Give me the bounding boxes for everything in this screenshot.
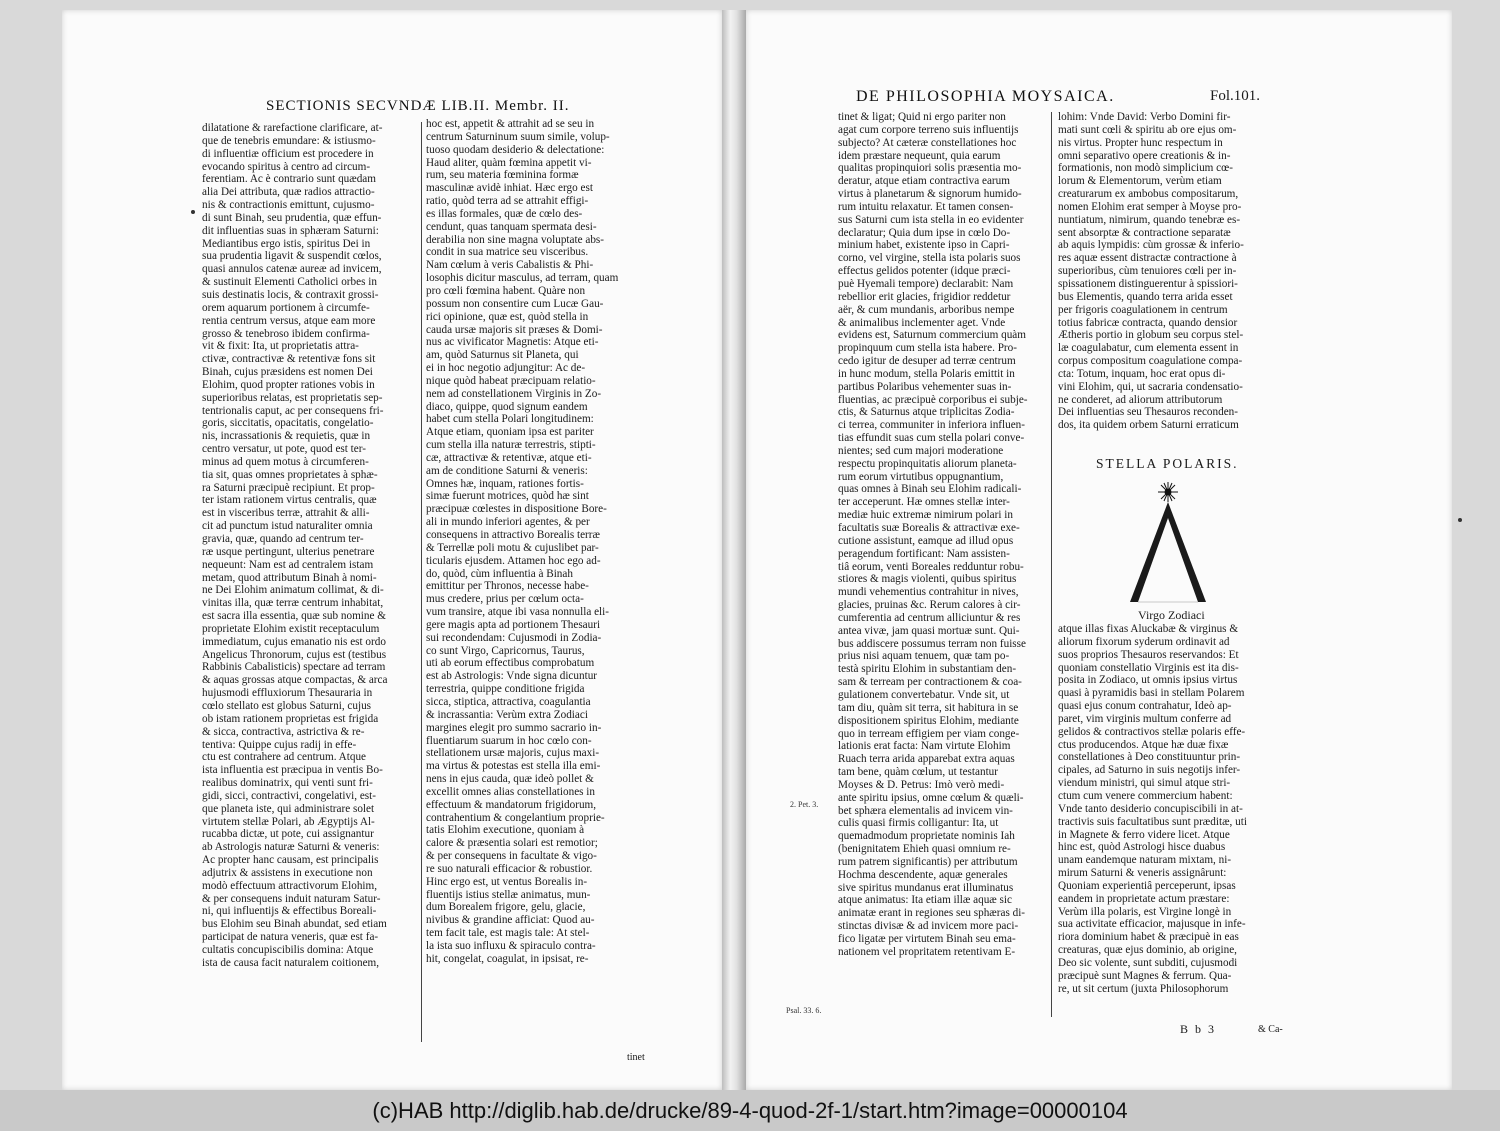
right-running-head: DE PHILOSOPHIA MOYSAICA. bbox=[856, 88, 1115, 105]
text-line: est sacra illa essentia, quæ sub nomine & bbox=[202, 610, 386, 623]
text-line: emittitur per Thronos, necesse habe- bbox=[426, 580, 589, 593]
text-line: ne conderet, ad aliorum attributorum bbox=[1058, 393, 1223, 406]
text-line: calore & præsentia solari est remotior; bbox=[426, 837, 598, 850]
left-page bbox=[62, 10, 722, 1090]
text-line: læ coagulabatur, cum elementa essent in bbox=[1058, 342, 1239, 355]
text-line: ctus producendos. Atque hæ duæ fixæ bbox=[1058, 738, 1229, 751]
text-line: tem facit tale, est magis tale: At stel- bbox=[426, 927, 590, 940]
text-line: ci terrea, communiter in inferiora influen- bbox=[838, 419, 1025, 432]
text-line: ni, qui influentijs & effectibus Boreali- bbox=[202, 905, 377, 918]
text-line: fluentiarum suarum in hoc cœlo con- bbox=[426, 734, 592, 747]
text-line: cendunt, quas tanquam spermata desi- bbox=[426, 220, 597, 233]
text-line: evidens est, Saturnum commercium quàm bbox=[838, 329, 1026, 342]
text-line: effectuum & mandatorum frigidorum, bbox=[426, 798, 597, 811]
text-line: sua prudentia ligavit & suspendit cœlos, bbox=[202, 250, 382, 263]
text-line: lationis erat facta: Nam virtute Elohim bbox=[838, 740, 1011, 753]
text-line: dit influentias suas in sphæram Saturni: bbox=[202, 224, 379, 237]
text-line: in hunc modum, stella Polaris emittit in bbox=[838, 367, 1015, 380]
text-line: immediatum, cujus emanatio nis est ordo bbox=[202, 635, 386, 648]
figure-caption: Virgo Zodiaci bbox=[1138, 608, 1205, 622]
text-line: paret, vim virginis multum conferre ad bbox=[1058, 712, 1232, 725]
right-column-2 bbox=[1058, 111, 1290, 456]
text-line: gidi, sicci, contractivi, congelativi, est- bbox=[202, 789, 376, 802]
text-line: dum Borealem frigore, gelu, glacie, bbox=[426, 901, 586, 914]
text-line: metam, quod attributum Binah à nomi- bbox=[202, 571, 377, 584]
text-line: stellationem ursæ majoris, cujus maxi- bbox=[426, 747, 600, 760]
text-line: Verùm illa polaris, est Virgine longè in bbox=[1058, 905, 1232, 918]
text-line: tentiva: Quippe cujus radij in effe- bbox=[202, 738, 357, 751]
text-line: quasi annulos catenæ aureæ ad invicem, bbox=[202, 263, 382, 276]
text-line: aër, & cum mundanis, arboribus nempe bbox=[838, 303, 1015, 316]
text-line: bus addiscere possumus terram non fuisse bbox=[838, 637, 1026, 650]
text-line: & Terrellæ poli motu & cujuslibet par- bbox=[426, 541, 599, 554]
text-line: ei in hoc negotio adjungitur: Ac de- bbox=[426, 362, 586, 375]
text-line: tatis Elohim executione, quoniam à bbox=[426, 824, 585, 837]
text-line: & sustinuit Elementi Catholici orbes in bbox=[202, 276, 377, 289]
text-line: Hochma descendente, aquæ generales bbox=[838, 868, 1008, 881]
text-line: rici opinione, quæ est, quòd stella in bbox=[426, 310, 589, 323]
text-line: mundi vehementius contrahitur in nives, bbox=[838, 586, 1019, 599]
text-line: corpus compositum coagulatione compa- bbox=[1058, 355, 1243, 368]
text-line: & per consequens induit naturam Satur- bbox=[202, 892, 381, 905]
text-line: constellationes à Deo constituuntur prin- bbox=[1058, 751, 1241, 764]
text-line: condit in sua matrice seu visceribus. bbox=[426, 246, 589, 259]
text-line: ob istam rationem proprietas est frigida bbox=[202, 712, 379, 725]
text-line: viendum ministri, qui simul atque stri- bbox=[1058, 777, 1231, 790]
left-running-head: SECTIONIS SECVNDÆ LIB.II. Membr. II. bbox=[266, 98, 570, 114]
text-line: creaturas, quæ ejus dominio, ab origine, bbox=[1058, 944, 1237, 957]
text-line: agat cum corpore terreno suis influentijs bbox=[838, 123, 1019, 136]
text-line: nientes; sed cum majori moderatione bbox=[838, 444, 1004, 457]
text-line: Moyses & D. Petrus: Imò verò medi- bbox=[838, 778, 1005, 791]
text-line: nequeunt: Nam est ad centralem istam bbox=[202, 558, 374, 571]
left-column-2 bbox=[426, 118, 654, 1068]
text-line: in Magnete & ferro videre licet. Atque bbox=[1058, 828, 1230, 841]
text-line: riora dominium habet & præcipuè in eas bbox=[1058, 931, 1239, 944]
text-line: nis, incrassationis & requietis, quæ in bbox=[202, 430, 371, 443]
text-line: Mediantibus ergo istis, spiritus Dei in bbox=[202, 237, 371, 250]
text-line: suis destinatis locis, & contraxit grossi- bbox=[202, 288, 379, 301]
text-line: sui recondendam: Cujusmodi in Zodia- bbox=[426, 631, 602, 644]
text-line: losophis dicitur masculus, ad terram, quam bbox=[426, 272, 619, 285]
text-line: Ætheris portio in globum seu corpus stel- bbox=[1058, 329, 1244, 342]
text-line: co sunt Virgo, Capricornus, Taurus, bbox=[426, 644, 585, 657]
text-line: bet sphæra elementalis ad invicem vin- bbox=[838, 804, 1013, 817]
text-line: nivibus & grandine afficiat: Quod au- bbox=[426, 914, 595, 927]
text-line: tam diu, quàm sit terra, sit habitura in se bbox=[838, 701, 1019, 714]
text-line: mus credere, prius per cœlum octa- bbox=[426, 593, 584, 606]
text-line: & sicca, contractiva, astrictiva & re- bbox=[202, 725, 365, 738]
margin-note: 2. Pet. 3. bbox=[790, 800, 819, 809]
text-line: Deo sic volente, sunt subditi, cujusmodi bbox=[1058, 956, 1238, 969]
text-line: glacies, pruinas &c. Rerum calores à cir- bbox=[838, 599, 1021, 612]
text-line: superioribus relatas, est proprietatis sep- bbox=[202, 391, 383, 404]
text-line: di sunt Binah, seu prudentia, quæ effun- bbox=[202, 211, 382, 224]
text-line: mirum Saturni & veneris assignârunt: bbox=[1058, 867, 1227, 880]
book-gutter bbox=[722, 10, 746, 1090]
text-line: possum non consentire cum Lucæ Gau- bbox=[426, 297, 604, 310]
text-line: Ac propter hanc causam, est principalis bbox=[202, 854, 379, 867]
text-line: Atque etiam, quoniam ipsa est pariter bbox=[426, 426, 594, 439]
text-line: lorum & Elementorum, verùm etiam bbox=[1058, 175, 1222, 188]
text-line: dos, ita quidem orbem Saturni erraticum bbox=[1058, 419, 1239, 432]
text-line: atque animatus: Ita etiam illæ aquæ sic bbox=[838, 894, 1012, 907]
text-line: gulationem convertebatur. Vnde sit, ut bbox=[838, 688, 1010, 701]
text-line: nationem vel propritatem retentivam E- bbox=[838, 945, 1016, 958]
text-line: am de conditione Saturni & veneris: bbox=[426, 464, 588, 477]
text-line: unam eandemque naturam mixtam, ni- bbox=[1058, 854, 1232, 867]
text-line: nus ac vivificator Magnetis: Atque eti- bbox=[426, 336, 599, 349]
text-line: lohim: Vnde David: Verbo Domini fir- bbox=[1058, 111, 1231, 123]
text-line: ab aquis lympidis: cùm grossæ & inferio- bbox=[1058, 239, 1244, 252]
text-line: ratio, quòd terra ad se attrahit effigi- bbox=[426, 195, 589, 208]
text-line: rum patrem significantis) per attributum bbox=[838, 855, 1018, 868]
text-line: ra Saturni præcipuè recipiunt. Et prop- bbox=[202, 481, 375, 494]
text-line: propinquum cum stella ista habere. Pro- bbox=[838, 342, 1017, 355]
footer-copyright-bar: (c)HAB http://diglib.hab.de/drucke/89-4-quod-2f-1/start.htm?image=00000104 bbox=[0, 1090, 1500, 1131]
text-line: ticularis ejusdem. Attamen hoc ego ad- bbox=[426, 554, 601, 567]
text-line: sicca, stiptica, attractiva, coagulantia bbox=[426, 695, 591, 708]
text-line: ali in mundo inferiori agentes, & per bbox=[426, 516, 590, 529]
pyramid-icon bbox=[1130, 502, 1206, 602]
text-line: Nam cœlum à veris Cabalistis & Phi- bbox=[426, 259, 594, 272]
text-line: cutione assistunt, eamque ad illud opus bbox=[838, 534, 1014, 547]
text-line: corno, vel virgine, stella ista polaris suos bbox=[838, 252, 1021, 265]
left-column-1 bbox=[202, 122, 418, 1037]
star-icon bbox=[1158, 482, 1178, 502]
text-line: nem ad constellationem Virginis in Zo- bbox=[426, 387, 602, 400]
text-line: rum eorum virtutibus oppugnantium, bbox=[838, 470, 1004, 483]
text-line: idem præstare nequeunt, quia earum bbox=[838, 149, 1001, 162]
text-line: Omnes hæ, inquam, rationes fortis- bbox=[426, 477, 584, 490]
text-line: que planeta iste, qui administrare solet bbox=[202, 802, 375, 815]
text-line: ne Dei Elohim animatum collimat, & di- bbox=[202, 584, 384, 597]
text-line: re, ut sit certum (juxta Philosophorum bbox=[1058, 982, 1229, 995]
text-line: rum, seu materia fœminina formæ bbox=[426, 169, 579, 182]
text-line: masculinæ avidè inhiat. Hæc ergo est bbox=[426, 182, 593, 195]
text-line: tractivis suis facultatibus sunt præditæ, uti bbox=[1058, 815, 1247, 828]
text-line: nomen Elohim erat semper à Moyse pro- bbox=[1058, 200, 1242, 213]
text-line: & incrassantia: Verùm extra Zodiaci bbox=[426, 708, 588, 721]
text-line: tentrionalis caput, ac per consequens fri- bbox=[202, 404, 384, 417]
text-line: la ista suo influxu & spiraculo contra- bbox=[426, 940, 596, 952]
text-line: orem aquarum portionem à circumfe- bbox=[202, 301, 370, 314]
text-line: ræ usque pertingunt, ulterius penetrare bbox=[202, 545, 375, 558]
text-line: sua activitate efficacior, majusque in infe- bbox=[1058, 918, 1246, 931]
text-line: tia sit, quas omnes proprietates à sphæ- bbox=[202, 468, 378, 481]
column-rule bbox=[1051, 112, 1052, 1017]
text-line: nens in ejus cauda, quæ ideò pollet & bbox=[426, 773, 594, 786]
text-line: res aquæ essent distractæ contractione à bbox=[1058, 252, 1237, 265]
text-line: rucabba dictæ, ut pote, cui assignantur bbox=[202, 828, 374, 841]
text-line: ctum cum venere commercium habent: bbox=[1058, 789, 1233, 802]
text-line: posita in Zodiaco, ut omnis ipsius virtus bbox=[1058, 674, 1238, 687]
text-line: am, quòd Saturnus sit Planeta, qui bbox=[426, 349, 579, 362]
text-line: bus Elohim seu Binah abundat, sed etiam bbox=[202, 918, 387, 931]
text-line: totius fabricæ contracta, quando densior bbox=[1058, 316, 1238, 329]
text-line: stiores & magis violenti, quibus spiritus bbox=[838, 573, 1017, 586]
text-line: virtutem stellæ Polari, ab Ægyptijs Al- bbox=[202, 815, 375, 828]
text-line: hoc est, appetit & attrahit ad se seu in bbox=[426, 118, 595, 130]
text-line: di influentiæ officium est procedere in bbox=[202, 147, 374, 160]
text-line: ista de causa facit naturalem coitionem, bbox=[202, 956, 380, 969]
text-line: tinet & ligat; Quid ni ergo pariter non bbox=[838, 111, 1006, 123]
text-line: sent absorptæ & contractione separatæ bbox=[1058, 226, 1231, 239]
text-line: cœlo stellato est globus Saturni, cujus bbox=[202, 699, 372, 712]
text-line: centro versatur, ut pote, quod est ter- bbox=[202, 443, 366, 456]
text-line: cumferentia ad centrum alliciuntur & res bbox=[838, 611, 1021, 624]
text-line: subjecto? At cæteræ constellationes hoc bbox=[838, 136, 1017, 149]
text-line: quas omnes à Binah seu Elohim radicali- bbox=[838, 483, 1022, 496]
text-line: sam & terream per contractionem & coa- bbox=[838, 676, 1022, 689]
text-line: partibus Polaribus vehementer suas in- bbox=[838, 380, 1012, 393]
text-line: realibus dominatrix, qui venti sunt fri- bbox=[202, 777, 373, 790]
text-line: culis quasi firmis colligantur: Ita, ut bbox=[838, 817, 999, 830]
text-line: Ruach terra arida apparebat extra aquas bbox=[838, 753, 1015, 766]
text-line: est in visceribus terræ, attrahit & alli- bbox=[202, 507, 370, 520]
text-line: Quoniam experientiâ perceperunt, ipsas bbox=[1058, 879, 1236, 892]
scan-speck bbox=[1458, 518, 1462, 522]
text-line: per frigoris coagulationem in centrum bbox=[1058, 303, 1228, 316]
text-line: præcipuæ cœlestes in dispositione Bore- bbox=[426, 503, 607, 516]
text-line: nis & contractionis emittunt, cujusmo- bbox=[202, 199, 375, 212]
text-line: fico ligatæ per virtutem Binah seu ema- bbox=[838, 933, 1016, 945]
text-line: vinitas illa, quæ terræ centrum inhabitat, bbox=[202, 597, 384, 610]
text-line: superioribus, cùm tenuiores cœli per in- bbox=[1058, 265, 1237, 278]
text-line: simæ fuerunt motrices, quòd hæ sint bbox=[426, 490, 589, 503]
text-line: que de tenebris emundare: & istiusmo- bbox=[202, 134, 376, 147]
text-line: Binah, cujus præsidens est nomen Dei bbox=[202, 366, 373, 379]
text-line: quoniam constellatio Virginis est ita dis- bbox=[1058, 661, 1239, 674]
text-line: quo in terream effigiem per viam conge- bbox=[838, 727, 1020, 740]
right-page bbox=[746, 10, 1452, 1090]
text-line: rum intuitu relaxatur. Et tamen consen- bbox=[838, 200, 1014, 213]
text-line: Angelicus Thronorum, cujus est (testibus bbox=[202, 648, 387, 661]
text-line: Rabbinis Cabalisticis) spectare ad terram bbox=[202, 661, 386, 674]
text-line: terrestria, quippe conditione frigida bbox=[426, 683, 585, 696]
text-line: ctis, & Saturnus atque triplicitas Zodia- bbox=[838, 406, 1015, 419]
text-line: rentia centrum versus, atque eam more bbox=[202, 314, 376, 327]
text-line: pro cœli fœmina habent. Quàre non bbox=[426, 284, 586, 297]
text-line: formationis, non modò simplicium cœ- bbox=[1058, 162, 1233, 175]
text-line: cultatis concupiscibilis domina: Atque bbox=[202, 944, 374, 956]
text-line: vini Elohim, qui, ut sacraria condensatio- bbox=[1058, 380, 1243, 393]
text-line: gravia, quæ, quando ad centrum ter- bbox=[202, 533, 364, 545]
text-line: sive spiritus mundanus erat illuminatus bbox=[838, 881, 1014, 894]
text-line: derabilia non sine magna voluptate abs- bbox=[426, 233, 605, 246]
text-line: rebellior erit glacies, frigidior reddetur bbox=[838, 290, 1011, 303]
text-line: & animalibus inclementer aget. Vnde bbox=[838, 316, 1006, 329]
text-line: bus Elementis, quando terra arida esset bbox=[1058, 290, 1233, 303]
text-line: aliorum fixorum syderum ordinavit ad bbox=[1058, 635, 1230, 648]
text-line: respectu propinquitatis aliorum planeta- bbox=[838, 457, 1017, 470]
text-line: prius nisi aquam tenuem, quæ tam po- bbox=[838, 650, 1010, 663]
text-line: cta: Totum, inquam, hoc erat opus di- bbox=[1058, 367, 1226, 380]
stella-polaris-figure bbox=[1118, 480, 1218, 610]
text-line: es illas formales, quæ de cœlo des- bbox=[426, 207, 583, 220]
text-line: ferentiam. Ac è contrario sunt quædam bbox=[202, 173, 376, 186]
text-line: cedo igitur de desuper ad terræ centrum bbox=[838, 355, 1016, 368]
text-line: goris, siccitatis, opacitatis, congelatio- bbox=[202, 417, 374, 430]
text-line: nis virtus. Propter hunc respectum in bbox=[1058, 136, 1223, 149]
text-line: vum transire, atque ibi vasa nonnulla eli- bbox=[426, 606, 609, 619]
text-line: eandem in proprietate actum præstare: bbox=[1058, 892, 1230, 905]
text-line: qualitas propinquiori solis præsentia mo- bbox=[838, 162, 1022, 175]
text-line: ab Astrologis naturæ Saturni & veneris: bbox=[202, 841, 380, 854]
text-line: proprietate Elohim existit receptaculum bbox=[202, 622, 380, 635]
text-line: cit ad punctum istud naturaliter omnia bbox=[202, 520, 373, 533]
text-line: ista influentia est præcipua in ventis Bo- bbox=[202, 764, 383, 777]
text-line: centrum Saturninum suum simile, volup- bbox=[426, 130, 610, 143]
text-line: virtus à planetarum & signorum humido- bbox=[838, 188, 1022, 201]
text-line: ctu est contrahere ad centrum. Atque bbox=[202, 751, 367, 764]
text-line: ma virtus & potestas est stella illa emi- bbox=[426, 760, 601, 773]
text-line: (benignitatem Ehieh quasi omnium re- bbox=[838, 843, 1011, 856]
text-line: Haud aliter, quàm fœmina appetit vi- bbox=[426, 156, 592, 169]
text-line: cæ, attractivæ & retentivæ, atque eti- bbox=[426, 451, 592, 464]
text-line: habet cum stella Polari longitudinem: bbox=[426, 413, 594, 426]
text-line: puè Hyemali tempore) declarabit: Nam bbox=[838, 277, 1014, 290]
text-line: gere magis apta ad portionem Thesauri bbox=[426, 618, 601, 631]
left-catchword: tinet bbox=[627, 1052, 645, 1063]
text-line: testà spiritu Elohim in substantiam den- bbox=[838, 663, 1017, 676]
text-line: hujusmodi effluxiorum Thesauraria in bbox=[202, 687, 373, 700]
text-line: nuntiatum, nimirum, quando tenebræ es- bbox=[1058, 213, 1241, 226]
text-line: Dei influentias seu Thesauros reconden- bbox=[1058, 406, 1238, 419]
text-line: nique quòd habeat præcipuam relatio- bbox=[426, 374, 596, 387]
text-line: suos proprios Thesauros reservandos: Et bbox=[1058, 648, 1239, 661]
text-line: spissationem distinguerentur à spissiori- bbox=[1058, 277, 1238, 290]
text-line: sus Saturni cum ista stella in eo evidenter bbox=[838, 213, 1024, 226]
right-column-3 bbox=[1058, 623, 1290, 1023]
right-column-1 bbox=[838, 111, 1048, 1026]
text-line: quemadmodum proprietate nominis Iah bbox=[838, 830, 1015, 843]
text-line: mati sunt cœli & spiritu ab ore ejus om- bbox=[1058, 123, 1237, 136]
right-catchword: & Ca- bbox=[1258, 1024, 1283, 1035]
text-line: tiâ eorum, venti Boreales redduntur robu- bbox=[838, 560, 1024, 573]
text-line: quasi à pyramidis basi in stellam Polarem bbox=[1058, 687, 1245, 700]
column-rule bbox=[421, 122, 422, 1042]
text-line: dispositionem spiritus Elohim, mediante bbox=[838, 714, 1019, 727]
text-line: contrahentium & congelantium proprie- bbox=[426, 811, 605, 824]
text-line: creaturarum ex ambobus compositarum, bbox=[1058, 188, 1239, 201]
text-line: declaratur; Quia dum ipse in cœlo Do- bbox=[838, 226, 1011, 239]
text-line: excellit omnes alias constellationes in bbox=[426, 785, 596, 798]
text-line: atque illas fixas Aluckabæ & virginus & bbox=[1058, 623, 1239, 635]
text-line: peragendum fortificant: Nam assisten- bbox=[838, 547, 1010, 560]
text-line: ctivæ, contractivæ & retentivæ fons sit bbox=[202, 353, 376, 366]
text-line: participat de natura veneris, quæ est fa- bbox=[202, 931, 379, 944]
text-line: cipales, ad Saturno in suis negotijs infer- bbox=[1058, 764, 1241, 777]
text-line: stinctas divisæ & ad invicem more paci- bbox=[838, 920, 1019, 933]
text-line: & aquas grossas atque compactas, & arca bbox=[202, 674, 388, 687]
text-line: vit & fixit: Ita, ut proprietatis attra- bbox=[202, 340, 359, 353]
text-line: fluentias, ac præcipuè corporibus ei subje- bbox=[838, 393, 1028, 406]
text-line: adjutrix & assistens in executione non bbox=[202, 866, 373, 879]
text-line: Hinc ergo est, ut ventus Borealis in- bbox=[426, 875, 588, 888]
text-line: do, quòd, cùm influentia à Binah bbox=[426, 567, 573, 580]
text-line: antea vivæ, jam quasi mortuæ sunt. Qui- bbox=[838, 624, 1020, 637]
text-line: ante spiritu ipsius, omne cœlum & quæli- bbox=[838, 791, 1024, 804]
text-line: Vnde tanto desiderio concupiscibili in at- bbox=[1058, 802, 1243, 815]
text-line: tam bene, quàm cœlum, ut testantur bbox=[838, 766, 999, 779]
text-line: deratur, atque etiam contractiva earum bbox=[838, 175, 1010, 188]
folio-number: Fol.101. bbox=[1210, 88, 1261, 104]
text-line: hinc est, quòd Astrologi hisce duabus bbox=[1058, 841, 1226, 854]
text-line: cum stella illa naturæ terrestris, stipti- bbox=[426, 439, 596, 452]
text-line: tuoso quodam desiderio & delectatione: bbox=[426, 143, 605, 156]
scan-speck bbox=[191, 210, 195, 214]
text-line: dilatatione & rarefactione clarificare, at- bbox=[202, 122, 383, 134]
text-line: uti ab eorum effectibus comprobatum bbox=[426, 657, 595, 670]
text-line: ter acceperunt. Hæ omnes stellæ inter- bbox=[838, 496, 1010, 509]
text-line: mediæ huic extremæ nimirum polari in bbox=[838, 509, 1013, 522]
text-line: alia Dei attributa, quæ radios attractio- bbox=[202, 186, 375, 199]
text-line: præcipuè sunt Magnes & ferrum. Qua- bbox=[1058, 969, 1232, 982]
text-line: minus ad quem motus à circumferen- bbox=[202, 455, 369, 468]
text-line: Elohim, quod propter rationes vobis in bbox=[202, 378, 375, 391]
text-line: modò effectuum attractivorum Elohim, bbox=[202, 879, 378, 892]
section-title: STELLA POLARIS. bbox=[1096, 456, 1239, 471]
margin-note: Psal. 33. 6. bbox=[786, 1006, 822, 1015]
text-line: effectus gelidos potenter (idque præci- bbox=[838, 265, 1011, 278]
text-line: margines elegit pro summo sacrario in- bbox=[426, 721, 602, 734]
text-line: diaco, quippe, quod signum eandem bbox=[426, 400, 588, 413]
text-line: quasi ejus conum contrahatur, Ideò ap- bbox=[1058, 700, 1232, 713]
text-line: grosso & tenebroso ibidem confirma- bbox=[202, 327, 370, 340]
signature-mark: B b 3 bbox=[1180, 1022, 1217, 1036]
text-line: tias effundit suas cum stella polari conve- bbox=[838, 432, 1025, 445]
text-line: est ab Astrologis: Vnde signa dicuntur bbox=[426, 670, 598, 683]
text-line: consequens in attractivo Borealis terræ bbox=[426, 529, 600, 541]
text-line: hit, congelat, coagulat, in ipsisat, re- bbox=[426, 952, 589, 965]
text-line: minium habet, existente ipso in Capri- bbox=[838, 239, 1010, 252]
text-line: & per consequens in facultate & vigo- bbox=[426, 850, 597, 863]
text-line: omni separativo opere creationis & in- bbox=[1058, 149, 1231, 162]
text-line: evocando spiritus à centro ad circum- bbox=[202, 160, 371, 173]
text-line: ter istam rationem virtus centralis, quæ bbox=[202, 494, 377, 507]
text-line: re suo naturali efficacior & robustior. bbox=[426, 862, 593, 875]
text-line: animatæ erant in regiones seu sphæras di- bbox=[838, 907, 1026, 920]
text-line: cauda ursæ majoris sit præses & Domi- bbox=[426, 323, 603, 336]
text-line: fluentijs istius stellæ animatus, mun- bbox=[426, 888, 591, 901]
text-line: gelidos & contractivos stellæ polaris effe- bbox=[1058, 725, 1246, 738]
text-line: facultatis suæ Borealis & attractivæ exe- bbox=[838, 522, 1020, 534]
